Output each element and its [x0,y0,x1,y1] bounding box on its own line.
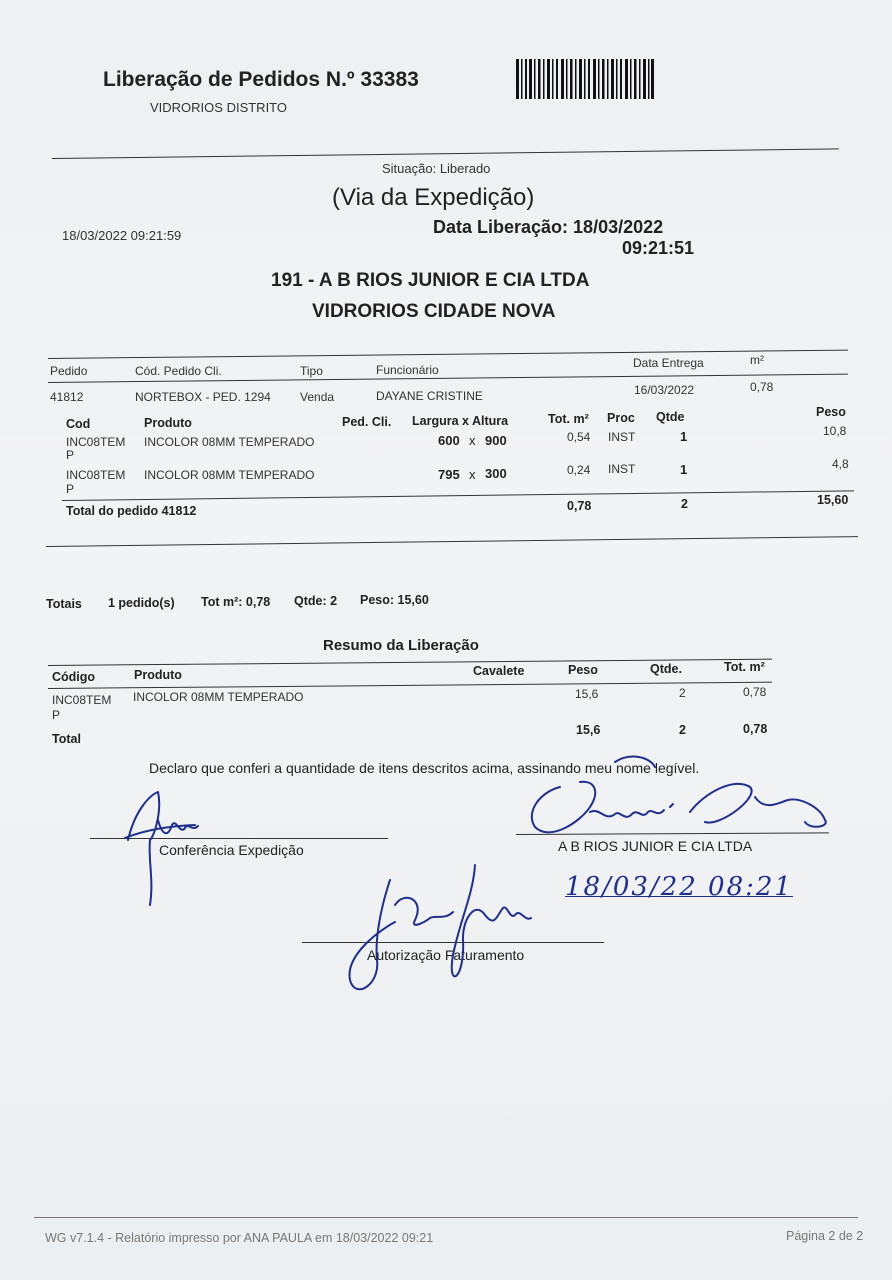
col-m2: m² [750,353,764,367]
col-cod: Cod [66,417,91,431]
col-funcionario: Funcionário [376,363,439,377]
order-m2: 0,78 [750,380,774,394]
totals-qty: Qtde: 2 [294,594,338,608]
col-qtde: Qtde [656,410,685,424]
item-height: 900 [485,433,507,448]
divider [48,350,848,359]
order-number: 41812 [50,390,84,404]
summary-product: INCOLOR 08MM TEMPERADO [133,690,304,704]
print-timestamp: 18/03/2022 09:21:59 [62,228,182,243]
divider [48,682,772,689]
totals-weight: Peso: 15,60 [360,593,429,607]
item-tot-m2: 0,54 [567,430,591,444]
item-width: 795 [438,467,460,482]
col-data-entrega: Data Entrega [633,356,704,370]
footer-report: WG v7.1.4 - Relatório impresso por ANA PAULA em 18/03/2022 09:21 [45,1231,434,1245]
employee-name: DAYANE CRISTINE [376,389,483,403]
company-name: VIDRORIOS DISTRITO [150,100,287,115]
col-pedido: Pedido [50,364,88,378]
summary-total-weight: 15,6 [576,723,601,737]
summary-col-codigo: Código [52,670,96,684]
footer-page: Página 2 de 2 [786,1229,864,1243]
declaration-text: Declaro que conferi a quantidade de itens descritos acima, assinando meu nome legível. [149,760,700,776]
col-cod-pedido-cli: Cód. Pedido Cli. [135,364,222,378]
item-code-suffix: P [66,482,75,496]
barcode-image [516,59,654,99]
client-name: 191 - A B RIOS JUNIOR E CIA LTDA [271,270,590,291]
company-signature-label: A B RIOS JUNIOR E CIA LTDA [558,838,753,854]
divider [52,148,839,159]
item-code-suffix: P [66,448,75,462]
summary-code-suffix: P [52,708,61,722]
summary-col-cavalete: Cavalete [473,664,525,678]
item-height: 300 [485,466,507,481]
conferencia-label: Conferência Expedição [159,842,304,858]
order-total-weight: 15,60 [817,493,849,507]
col-tot-m2: Tot. m² [548,412,589,426]
summary-col-produto: Produto [134,668,182,682]
document-title: Liberação de Pedidos N.º 33383 [103,68,419,91]
order-total-qty: 2 [681,497,688,511]
totals-label: Totais [46,597,82,611]
copy-type-heading: (Via da Expedição) [332,184,535,211]
item-qty: 1 [680,462,688,477]
item-weight: 4,8 [832,457,849,471]
summary-weight: 15,6 [575,687,599,701]
item-times: x [469,433,476,448]
signature-conferencia [110,780,220,910]
item-qty: 1 [680,429,688,444]
summary-total-qty: 2 [679,723,686,737]
item-width: 600 [438,433,460,448]
item-times: x [469,467,476,482]
col-proc: Proc [607,411,635,425]
item-proc: INST [608,462,636,476]
handwritten-date: 18/03/22 08:21 [565,872,793,902]
summary-tot-m2: 0,78 [743,685,767,699]
col-peso: Peso [816,405,846,419]
summary-total-label: Total [52,732,81,746]
totals-orders: 1 pedido(s) [108,596,175,610]
client-order-code: NORTEBOX - PED. 1294 [135,390,271,404]
release-time: 09:21:51 [622,238,695,258]
summary-col-peso: Peso [568,663,598,677]
col-ped-cli: Ped. Cli. [342,415,392,429]
delivery-date: 16/03/2022 [634,383,695,397]
item-tot-m2: 0,24 [567,463,591,477]
item-product: INCOLOR 08MM TEMPERADO [144,435,315,449]
item-code: INC08TEM [66,435,126,449]
summary-code: INC08TEM [52,693,112,707]
release-date: Data Liberação: 18/03/2022 [433,217,664,237]
order-type: Venda [300,390,335,404]
summary-title: Resumo da Liberação [323,637,479,654]
summary-col-tot-m2: Tot. m² [724,660,765,674]
item-proc: INST [608,430,636,444]
divider [62,490,854,501]
order-total-label: Total do pedido 41812 [66,504,197,518]
col-produto: Produto [144,416,192,430]
totals-m2: Tot m²: 0,78 [201,595,271,609]
signature-autorizacao [335,860,555,1005]
col-tipo: Tipo [300,364,323,378]
status-label: Situação: Liberado [382,161,491,176]
summary-total-tot-m2: 0,78 [743,722,768,736]
summary-qty: 2 [679,686,686,700]
order-total-m2: 0,78 [567,499,592,513]
summary-col-qtde: Qtde. [650,662,682,676]
signature-company [520,752,840,842]
client-store: VIDRORIOS CIDADE NOVA [312,301,556,322]
item-weight: 10,8 [823,424,847,438]
footer-divider [34,1217,858,1218]
item-code: INC08TEM [66,468,126,482]
autorizacao-label: Autorização Faturamento [367,947,525,963]
divider [46,536,858,547]
col-largura-altura: Largura x Altura [412,414,509,428]
item-product: INCOLOR 08MM TEMPERADO [144,468,315,482]
